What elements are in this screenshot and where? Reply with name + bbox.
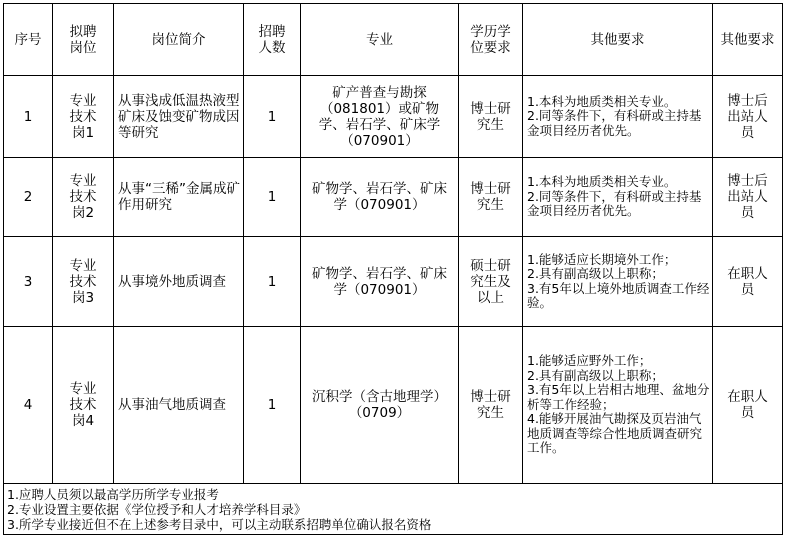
header-major: 专业 [301, 4, 459, 76]
requirement-item: 3.有5年以上境外地质调查工作经验。 [527, 280, 710, 310]
cell-post: 专业技术岗1 [53, 76, 114, 158]
table-row [4, 237, 783, 327]
header-count: 招聘人数 [244, 4, 301, 76]
cell-other: 博士后出站人员 [713, 158, 783, 237]
header-requirements: 其他要求 [523, 4, 713, 76]
cell-requirements [523, 76, 713, 158]
note-line: 3.所学专业接近但不在上述参考目录中，可以主动联系招聘单位确认报名资格 [7, 516, 432, 532]
table-row [4, 327, 783, 484]
requirement-item: 2.同等条件下，有科研或主持基金项目经历者优先。 [527, 188, 702, 219]
cell-degree: 博士研究生 [459, 76, 523, 158]
cell-no: 1 [4, 76, 53, 158]
cell-post: 专业技术岗4 [53, 327, 114, 484]
notes-cell [4, 484, 783, 535]
requirement-item: 1.能够适应野外工作； [527, 353, 652, 369]
cell-count: 1 [244, 327, 301, 484]
cell-intro: 从事境外地质调查 [114, 237, 244, 327]
requirement-item: 3.有5年以上岩相古地理、盆地分析等工作经验； [527, 382, 710, 412]
requirement-item: 1.能够适应长期境外工作； [527, 251, 677, 267]
cell-degree: 博士研究生 [459, 158, 523, 237]
cell-major: 沉积学（含古地理学）（0709） [301, 327, 459, 484]
cell-degree: 博士研究生 [459, 327, 523, 484]
header-post: 拟聘岗位 [53, 4, 114, 76]
header-other: 其他要求 [713, 4, 783, 76]
table-row [4, 158, 783, 237]
requirement-item: 2.同等条件下，有科研或主持基金项目经历者优先。 [527, 108, 702, 138]
cell-no: 2 [4, 158, 53, 237]
note-line: 1.应聘人员须以最高学历所学专业报考 [7, 486, 219, 502]
cell-major: 矿产普查与勘探（081801）或矿物学、岩石学、矿床学（070901） [301, 76, 459, 158]
note-line: 2.专业设置主要依据《学位授予和人才培养学科目录》 [7, 501, 307, 517]
requirement-item: 1.本科为地质类相关专业。 [527, 174, 677, 190]
cell-requirements [523, 237, 713, 327]
header-degree: 学历学位要求 [459, 4, 523, 76]
requirement-item: 4.能够开展油气勘探及页岩油气地质调查等综合性地质调查研究工作。 [527, 411, 703, 456]
requirement-item: 1.本科为地质类相关专业。 [527, 93, 677, 109]
cell-no: 4 [4, 327, 53, 484]
recruitment-table [3, 3, 783, 535]
cell-other: 在职人员 [713, 327, 783, 484]
recruitment-table-sheet [3, 3, 782, 535]
table-row [4, 76, 783, 158]
cell-post: 专业技术岗2 [53, 158, 114, 237]
cell-no: 3 [4, 237, 53, 327]
header-intro: 岗位简介 [114, 4, 244, 76]
cell-major: 矿物学、岩石学、矿床学（070901） [301, 237, 459, 327]
cell-count: 1 [244, 237, 301, 327]
cell-post: 专业技术岗3 [53, 237, 114, 327]
cell-requirements [523, 158, 713, 237]
cell-requirements [523, 327, 713, 484]
header-row [4, 4, 783, 76]
cell-intro: 从事浅成低温热液型矿床及蚀变矿物成因等研究 [114, 76, 244, 158]
cell-major: 矿物学、岩石学、矿床学（070901） [301, 158, 459, 237]
cell-other: 博士后出站人员 [713, 76, 783, 158]
cell-other: 在职人员 [713, 237, 783, 327]
cell-count: 1 [244, 158, 301, 237]
header-no: 序号 [4, 4, 53, 76]
cell-intro: 从事“三稀”金属成矿作用研究 [114, 158, 244, 237]
cell-intro: 从事油气地质调查 [114, 327, 244, 484]
cell-count: 1 [244, 76, 301, 158]
cell-degree: 硕士研究生及以上 [459, 237, 523, 327]
requirement-item: 2.具有副高级以上职称； [527, 266, 664, 281]
requirement-item: 2.具有副高级以上职称； [527, 367, 664, 383]
notes-row [4, 484, 783, 535]
